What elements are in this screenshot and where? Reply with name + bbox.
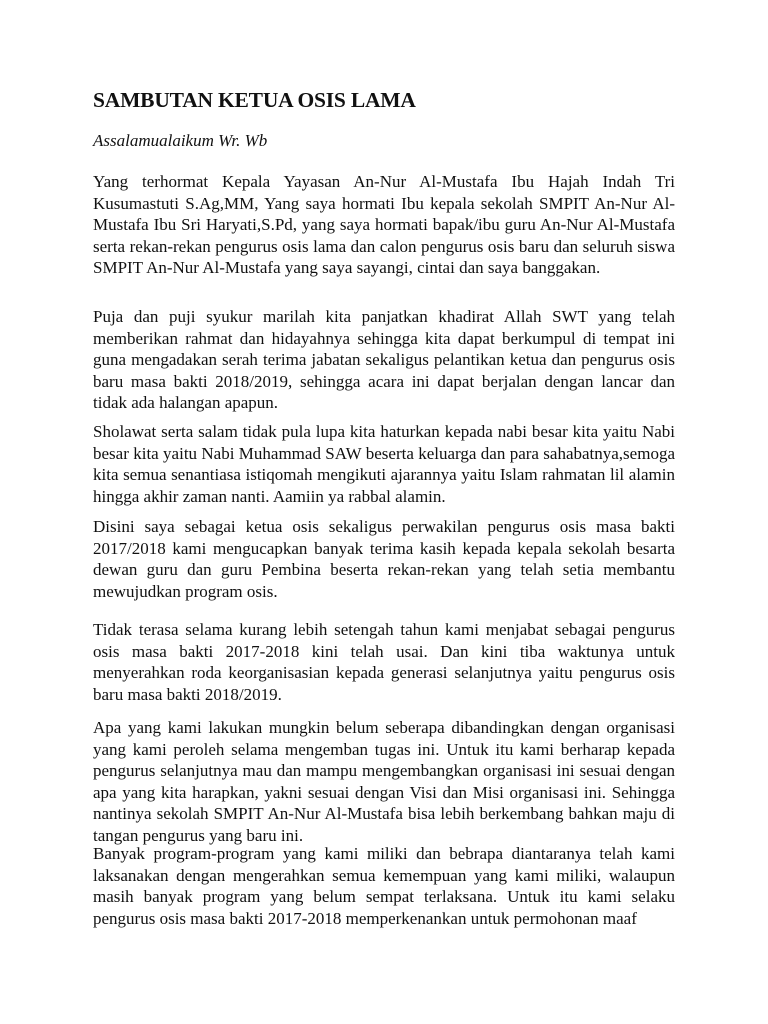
greeting-line: Assalamualaikum Wr. Wb	[93, 131, 268, 150]
paragraph-hopes: Apa yang kami lakukan mungkin belum seberapa dibandingkan dengan organisasi yang kami peroleh selama mengemban tugas ini. Untuk itu kami berharap kepada pengurus selanjutnya mau dan mampu mengembangkan organisasi ini sesuai dengan apa yang kita harapkan, yakni sesuai dengan Visi dan Misi organisasi ini. Sehingga nantinya sekolah SMPIT An-Nur Al-Mustafa bisa lebih berkembang bahkan maju di tangan pengurus yang baru ini.	[93, 718, 675, 845]
paragraph-term-ended: Tidak terasa selama kurang lebih setengah tahun kami menjabat sebagai pengurus osis masa bakti 2017-2018 kini telah usai. Dan kini tiba waktunya untuk menyerahkan roda keorganisasian kepada generasi selanjutnya yaitu pengurus osis baru masa bakti 2018/2019.	[93, 620, 675, 704]
paragraph-programs: Banyak program-program yang kami miliki dan bebrapa diantaranya telah kami laksanakan dengan mengerahkan semua kemempuan yang kami miliki, walaupun masih banyak program yang belum sempat terlaksana. Untuk itu kami selaku pengurus osis masa bakti 2017-2018 memperkenankan untuk permohonan maaf	[93, 844, 675, 928]
paragraph-salutation: Yang terhormat Kepala Yayasan An-Nur Al-Mustafa Ibu Hajah Indah Tri Kusumastuti S.Ag,MM, Yang saya hormati Ibu kepala sekolah SMPIT An-Nur Al-Mustafa Ibu Sri Haryati,S.Pd, yang saya hormati bapak/ibu guru An-Nur Al-Mustafa serta rekan-rekan pengurus osis lama dan calon pengurus osis baru dan seluruh siswa SMPIT An-Nur Al-Mustafa yang saya sayangi, cintai dan saya banggakan.	[93, 172, 675, 278]
paragraph-thanks: Disini saya sebagai ketua osis sekaligus perwakilan pengurus osis masa bakti 2017/2018 kami mengucapkan banyak terima kasih kepada kepala sekolah besarta dewan guru dan guru Pembina beserta rekan-rekan yang telah setia membantu mewujudkan program osis.	[93, 517, 675, 601]
paragraph-gratitude: Puja dan puji syukur marilah kita panjatkan khadirat Allah SWT yang telah memberikan rahmat dan hidayahnya sehingga kita dapat berkumpul di tempat ini guna mengadakan serah terima jabatan sekaligus pelantikan ketua dan pengurus osis baru masa bakti 2018/2019, sehingga acara ini dapat berjalan dengan lancar dan tidak ada halangan apapun.	[93, 307, 675, 413]
paragraph-sholawat: Sholawat serta salam tidak pula lupa kita haturkan kepada nabi besar kita yaitu Nabi besar kita yaitu Nabi Muhammad SAW beserta keluarga dan para sahabatnya,semoga kita semua senantiasa istiqomah mengikuti ajarannya yaitu Islam rahmatan lil alamin hingga akhir zaman nanti. Aamiin ya rabbal alamin.	[93, 422, 675, 506]
document-title: SAMBUTAN KETUA OSIS LAMA	[93, 88, 416, 112]
